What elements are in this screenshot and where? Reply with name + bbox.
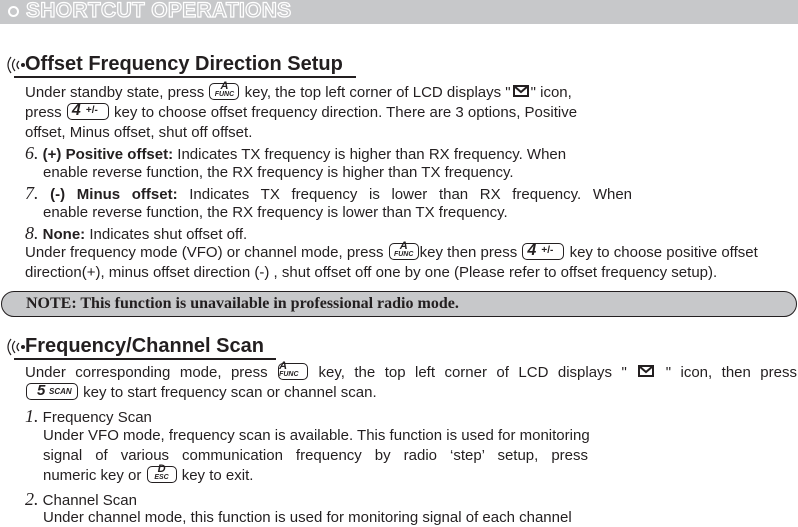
signal-wave-icon [2,54,26,76]
section-header-offset [0,52,360,78]
list-item: 6. (+) Positive offset: Indicates TX frequency is higher than RX frequency. When [25,143,567,163]
func-key-icon: A FUNC [209,83,239,100]
paragraph-line: Under frequency mode (VFO) or channel mode, press A FUNC key then press 4 +/- key to choose positive offset [25,239,758,261]
paragraph-line: Under corresponding mode, press A FUNC key, the top left corner of LCD displays " " icon, then press [25,359,797,381]
bullet-circle-icon [8,6,19,17]
paragraph-line: direction(+), minus offset direction (-) , shut offset off one by one (Please refer to offset frequency setup). [25,264,718,281]
list-item-continuation: enable reverse function, the RX frequency is higher than TX frequency. [43,164,514,181]
paragraph-line: Under standby state, press A FUNC key, the top left corner of LCD displays " " icon, [25,79,572,101]
list-item: 8. None: Indicates shut offset off. [25,223,248,243]
paragraph-line: 5 SCAN key to start frequency scan or channel scan. [25,383,377,403]
note-text: NOTE: This function is unavailable in professional radio mode. [26,295,459,312]
list-item-continuation: Under channel mode, this function is used for monitoring signal of each channel [43,509,572,526]
section-underline [14,76,356,78]
page-banner [0,0,798,24]
banner-title: SHORTCUT OPERATIONS [26,0,292,22]
paragraph-line: press 4 +/- key to choose offset frequency direction. There are 3 options, Positive [25,101,578,121]
esc-key-icon: D ESC [147,466,177,483]
section-underline [14,358,276,360]
note-box [1,291,797,317]
list-item: 7. (-) Minus offset: Indicates TX frequency is lower than RX frequency. When [25,183,633,203]
list-item-continuation: numeric key or D ESC key to exit. [43,462,254,484]
offset-key-icon: 4 +/- [67,103,109,120]
paragraph-line: offset, Minus offset, shut off offset. [25,124,253,141]
list-item-continuation: enable reverse function, the RX frequency is lower than TX frequency. [43,204,508,221]
func-key-icon: A FUNC [389,243,419,260]
scan-key-icon: 5 SCAN [26,383,78,400]
list-item-continuation: Under VFO mode, frequency scan is available. This function is used for monitoring [43,427,590,444]
list-item: 2. Channel Scan [25,489,137,509]
signal-wave-icon [2,336,26,358]
section-header-scan [0,334,280,360]
func-key-icon: A FUNC [278,363,308,380]
section-title: Offset Frequency Direction Setup [25,53,343,75]
section-title: Frequency/Channel Scan [25,335,264,357]
envelope-icon [638,365,654,377]
list-item-continuation: signal of various communication frequency by radio ‘step’ setup, press [43,447,588,464]
list-item: 1. Frequency Scan [25,406,152,426]
envelope-icon [513,85,529,97]
offset-key-icon: 4 +/- [522,243,564,260]
